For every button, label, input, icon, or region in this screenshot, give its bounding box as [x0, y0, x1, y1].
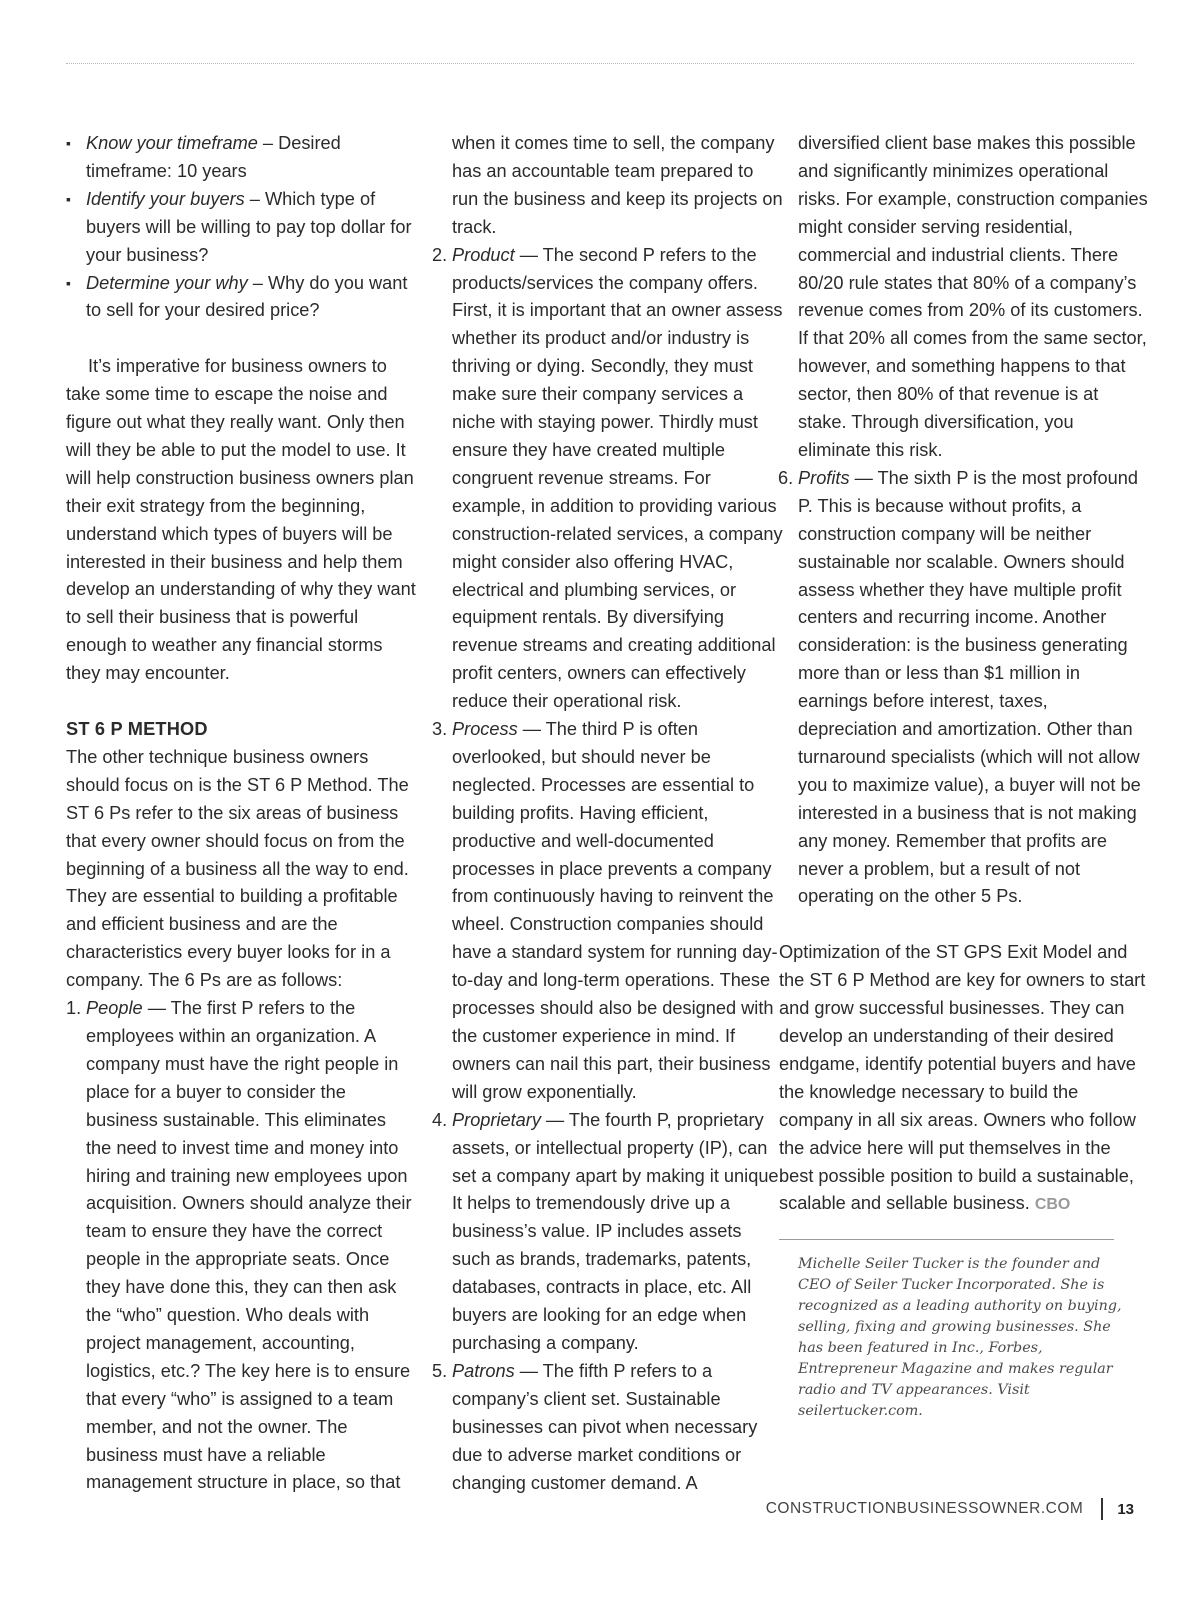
body-paragraph: It’s imperative for business owners to take some time to escape the noise and figure out what they really want. Only then will they be able to put the model to use. It will help construction business owners plan their exit strategy from the beginning, understand which types of buyers will be interested in their business and help them develop an understanding of why they want to sell their business that is powerful enough to weather any financial storms they may encounter.	[66, 356, 416, 684]
body-paragraph: The other technique business owners should focus on is the ST 6 P Method. The ST 6 Ps refer to the six areas of business that every owner should focus on from the beginning of a business all the way to end. They are essential to building a profitable and efficient business and are the characteristics every buyer looks for in a company. The 6 Ps are as follows:	[66, 746, 409, 991]
closing-paragraph: Optimization of the ST GPS Exit Model and the ST 6 P Method are key for owners to start and grow successful businesses. They can develop an understanding of their desired endgame, identify potential buyers and have the knowledge necessary to build the company in all six areas. Owners who follow the advice here will put themselves in the best possible position to build a sustainable, scalable and sellable business. CBO	[779, 942, 1146, 1214]
list-item-proprietary: 4. Proprietary — The fourth P, proprietary assets, or intellectual property (IP), can set a company apart by making it unique. It helps to tremendously drive up a business’s value. IP includes assets such as brands, trademarks, patents, databases, contracts in place, etc. All buyers are looking for an edge when purchasing a company.	[432, 1109, 784, 1353]
bullet-item: ▪ Identify your buyers – Which type of buyers will be willing to pay top dollar for your business?	[66, 186, 416, 270]
six-p-list-continued	[432, 130, 784, 1497]
section-heading: ST 6 P METHOD	[66, 719, 208, 739]
page-number: 13	[1117, 1500, 1134, 1518]
list-item-continued: diversified client base makes this possible and significantly minimizes operational risks. For example, construction companies might consider serving residential, commercial and industrial clients. There 80/20 rule states that 80% of a company’s revenue comes from 20% of its customers. If that 20% all comes from the same sector, however, and something happens to that sector, then 80% of that revenue is at stake. Through diversification, you eliminate this risk.	[798, 133, 1148, 460]
bullet-item: ▪ Determine your why – Why do you want to sell for your desired price?	[66, 270, 416, 326]
list-item-people: 1. People — The first P refers to the employees within an organization. A company must have the right people in place for a buyer to consider the business sustainable. This eliminates the need to invest time and money into hiring and training new employees upon acquisition. Owners should analyze their team to ensure they have the correct people in the appropriate seats. Once they have done this, they can then ask the “who” question. Who deals with project management, accounting, logistics, etc.? The key here is to ensure that every “who” is assigned to a team member, and not the owner. The business must have a reliable management structure in place, so that	[66, 998, 412, 1493]
author-bio: Michelle Seiler Tucker is the founder and CEO of Seiler Tucker Incorporated. She is recognized as a leading authority on buying, selling, fixing and growing businesses. She has been featured in Inc., Forbes, Entrepreneur Magazine and makes regular radio and TV appearances. Visit seilertucker.com.	[798, 1256, 1122, 1420]
end-mark: CBO	[1034, 1196, 1071, 1214]
list-item-continued: when it comes time to sell, the company has an accountable team prepared to run the business and keep its projects on track.	[452, 133, 783, 237]
list-item-profits: 6. Profits — The sixth P is the most profound P. This is because without profits, a construction company will be neither sustainable nor scalable. Owners should assess whether they have multiple profit centers and recurring income. Another consideration: is the business generating more than or less than $1 million in earnings before interest, taxes, depreciation and amortization. Other than turnaround specialists (which will not allow you to maximize value), a buyer will not be interested in a business that is not making any money. Remember that profits are never a problem, but a result of not operating on the other 5 Ps.	[778, 467, 1141, 907]
bullet-item: ▪ Know your timeframe – Desired timeframe: 10 years	[66, 130, 416, 186]
list-item-process: 3. Process — The third P is often overlooked, but should never be neglected. Processes are essential to building profits. Having efficient, productive and well-documented processes in place prevents a company from continuously having to reinvent the wheel. Construction companies should have a standard system for running day-to-day and long-term operations. These processes should also be designed with the customer experience in mind. If owners can nail this part, their business will grow exponentially.	[432, 719, 778, 1102]
six-p-list	[66, 995, 416, 1497]
column-1	[66, 130, 416, 1497]
column-3	[778, 130, 1150, 1422]
top-divider	[66, 63, 1134, 64]
goal-bullet-list	[66, 130, 416, 325]
list-item-product: 2. Product — The second P refers to the products/services the company offers. First, it is important that an owner assess whether its product and/or industry is thriving or dying. Secondly, they must make sure their company services a niche with staying power. Thirdly must ensure they have created multiple congruent revenue streams. For example, in addition to providing various construction-related services, a company might consider also offering HVAC, electrical and plumbing services, or equipment rentals. By diversifying revenue streams and creating additional profit centers, owners can effectively reduce their operational risk.	[432, 244, 783, 712]
six-p-list-end	[778, 130, 1150, 911]
footer-divider	[1101, 1498, 1103, 1520]
footer-site: CONSTRUCTIONBUSINESSOWNER.COM	[765, 1500, 1084, 1517]
bio-divider	[779, 1239, 1114, 1240]
list-item-patrons: 5. Patrons — The fifth P refers to a company’s client set. Sustainable businesses can pivot when necessary due to adverse market conditions or changing customer demand. A	[432, 1360, 758, 1493]
column-2	[432, 130, 784, 1497]
page-footer	[766, 1498, 1134, 1520]
